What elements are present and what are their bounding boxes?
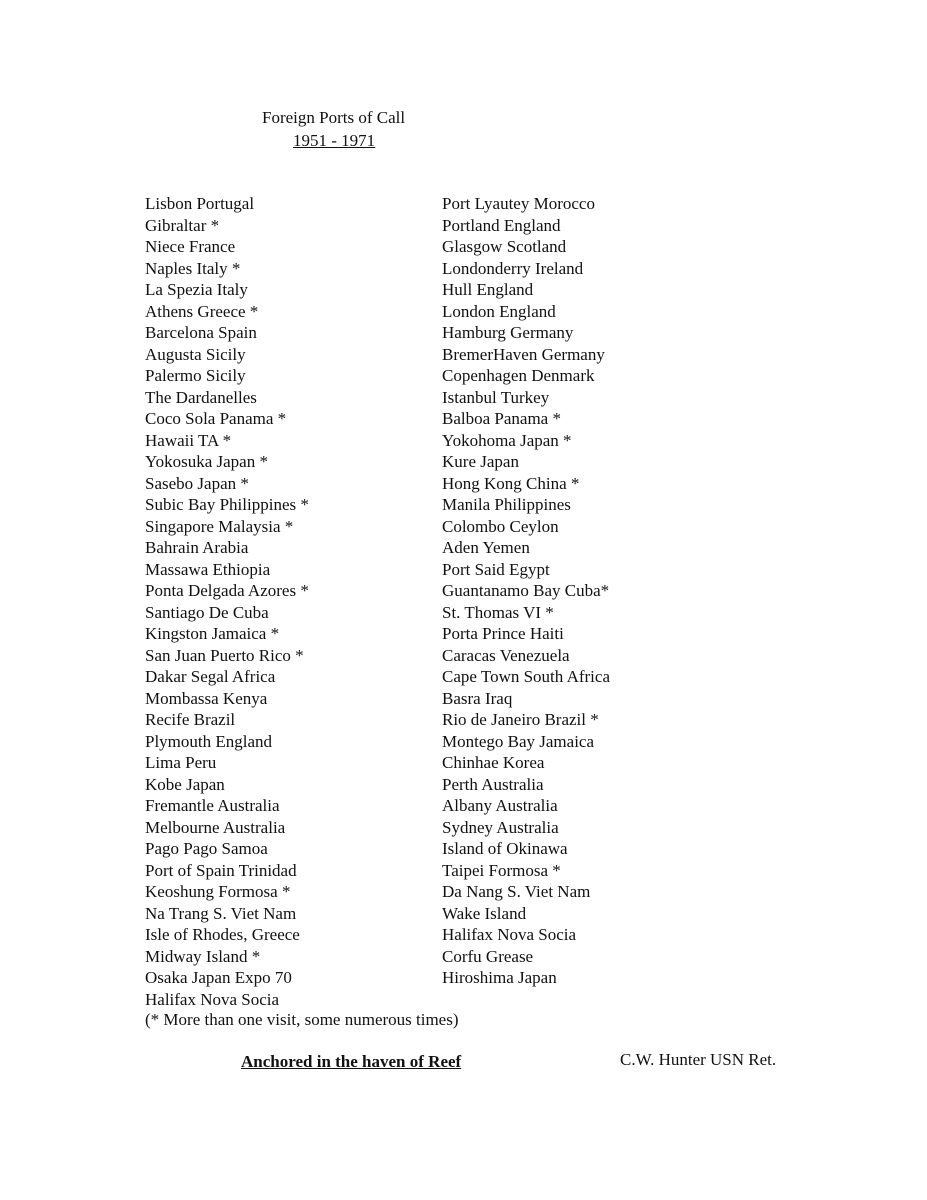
port-list-item: Glasgow Scotland [442,237,567,256]
port-list-item: Massawa Ethiopia [145,559,271,579]
port-list-item: San Juan Puerto Rico * [145,645,304,665]
port-list-item: Port Said Egypt [442,559,550,579]
port-list-item: Lisbon Portugal [145,194,255,213]
port-list-item: Island of Okinawa [442,839,568,858]
port-list-item: Singapore Malaysia * [145,516,294,536]
port-list-item: Fremantle Australia [145,796,280,815]
port-list-item: Da Nang S. Viet Nam [442,882,591,901]
port-list-item: Midway Island * [145,946,261,966]
port-list-item: Osaka Japan Expo 70 [145,968,292,987]
port-list-item: Istanbul Turkey [442,387,550,407]
footnote: (* More than one visit, some numerous times) [145,1010,459,1029]
ports-list-right [442,193,610,989]
port-list-item: Kobe Japan [145,774,225,794]
port-list-item: Hong Kong China * [442,473,580,493]
port-list-item: BremerHaven Germany [442,344,605,364]
port-list-item: Port Lyautey Morocco [442,194,595,213]
date-range: 1951 - 1971 [293,131,376,150]
port-list-item: Santiago De Cuba [145,602,269,622]
port-list-item: Keoshung Formosa * [145,882,291,901]
port-list-item: Hamburg Germany [442,323,574,342]
port-list-item: Hawaii TA * [145,430,232,450]
port-list-item: Taipei Formosa * [442,860,561,880]
port-list-item: Subic Bay Philippines * [145,495,309,514]
port-list-item: Balboa Panama * [442,409,561,428]
port-list-item: Corfu Grease [442,946,534,966]
port-list-item: Yokohoma Japan * [442,430,572,450]
port-list-item: Niece France [145,237,236,256]
port-list-item: Montego Bay Jamaica [442,731,595,751]
port-list-item: Halifax Nova Socia [145,989,280,1009]
port-list-item: Dakar Segal Africa [145,667,276,686]
port-list-item: Plymouth England [145,731,273,751]
ports-list-left [145,193,309,1010]
port-list-item: Yokosuka Japan * [145,452,268,471]
port-list-item: Ponta Delgada Azores * [145,581,309,600]
port-list-item: Augusta Sicily [145,344,246,364]
port-list-item: Na Trang S. Viet Nam [145,903,297,923]
port-list-item: Hiroshima Japan [442,968,557,987]
port-list-item: Basra Iraq [442,688,513,708]
port-list-item: Lima Peru [145,753,217,772]
port-list-item: Pago Pago Samoa [145,839,268,858]
port-list-item: St. Thomas VI * [442,602,554,622]
port-list-item: Porta Prince Haiti [442,624,564,643]
port-list-item: La Spezia Italy [145,280,248,299]
port-list-item: Gibraltar * [145,215,220,235]
port-list-item: Albany Australia [442,796,558,815]
port-list-item: Colombo Ceylon [442,516,559,536]
port-list-item: Naples Italy * [145,258,241,278]
port-list-item: Athens Greece * [145,301,259,321]
port-list-item: Palermo Sicily [145,366,246,385]
port-list-item: Wake Island [442,903,527,923]
page-title: Foreign Ports of Call [262,108,406,127]
motto: Anchored in the haven of Reef [241,1052,462,1071]
port-list-item: Melbourne Australia [145,817,286,837]
port-list-item: Caracas Venezuela [442,645,570,665]
port-list-item: Kure Japan [442,452,519,471]
port-list-item: Manila Philippines [442,495,571,514]
port-list-item: Sydney Australia [442,817,559,837]
port-list-item: Mombassa Kenya [145,688,268,708]
port-list-item: Rio de Janeiro Brazil * [442,710,599,729]
port-list-item: Sasebo Japan * [145,473,249,493]
port-list-item: Kingston Jamaica * [145,624,280,643]
port-list-item: Barcelona Spain [145,323,257,342]
port-list-item: Copenhagen Denmark [442,366,595,385]
port-list-item: London England [442,301,556,321]
port-list-item: Bahrain Arabia [145,538,249,557]
port-list-item: Recife Brazil [145,710,236,729]
port-list-item: Halifax Nova Socia [442,925,577,944]
port-list-item: Hull England [442,280,534,299]
port-list-item: Londonderry Ireland [442,258,584,278]
port-list-item: Port of Spain Trinidad [145,860,297,880]
port-list-item: The Dardanelles [145,387,257,407]
port-list-item: Chinhae Korea [442,753,545,772]
port-list-item: Portland England [442,215,561,235]
port-list-item: Cape Town South Africa [442,667,610,686]
port-list-item: Guantanamo Bay Cuba* [442,581,610,600]
signature: C.W. Hunter USN Ret. [620,1050,777,1069]
port-list-item: Perth Australia [442,774,544,794]
port-list-item: Aden Yemen [442,538,530,557]
port-list-item: Coco Sola Panama * [145,409,287,428]
port-list-item: Isle of Rhodes, Greece [145,925,300,944]
